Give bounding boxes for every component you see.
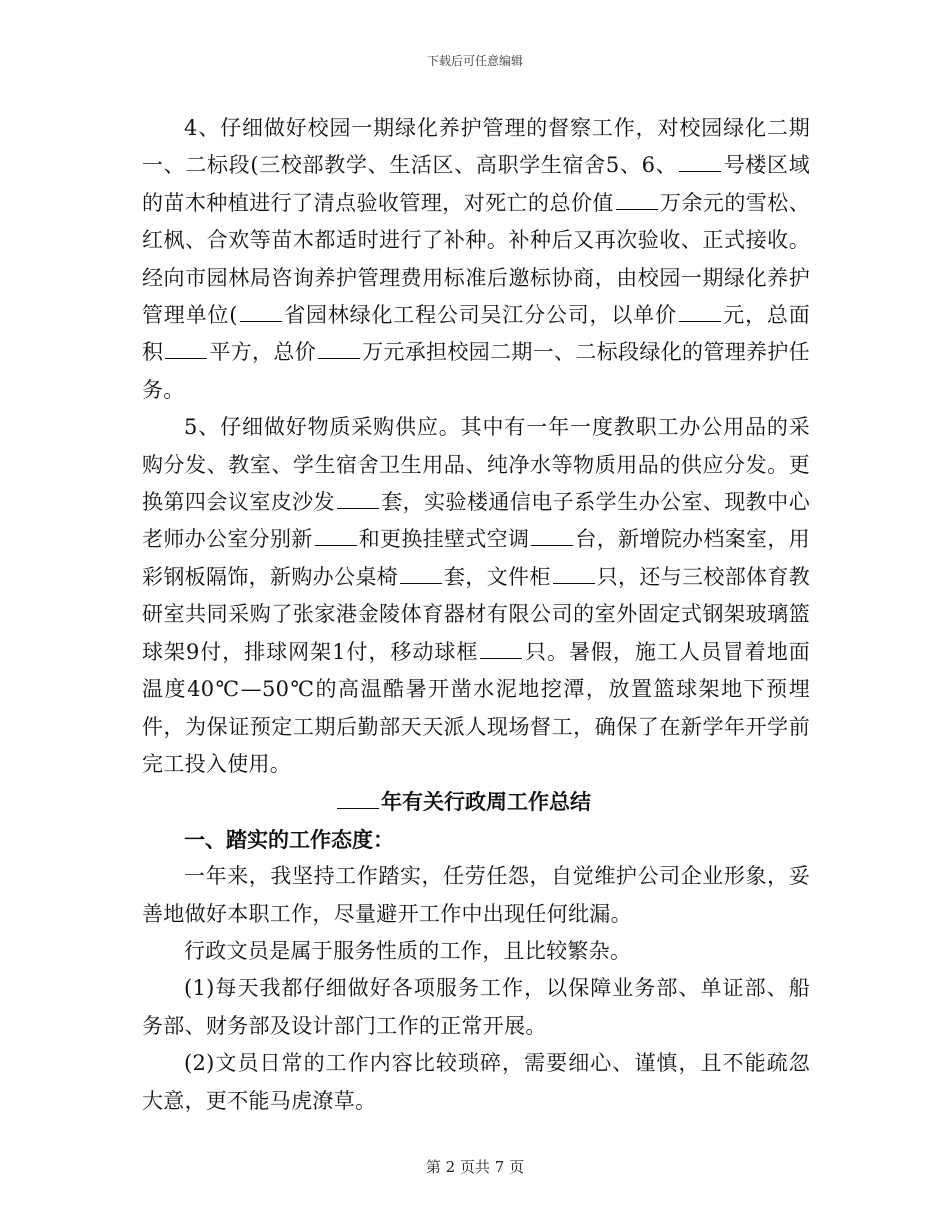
fill-blank xyxy=(553,582,595,584)
fill-blank xyxy=(679,170,721,172)
paragraph-work-attitude: 一年来，我坚持工作踏实，任劳任怨，自觉维护公司企业形象，妥善地做好本职工作，尽量避开工作中出现任何纰漏。 xyxy=(142,864,810,926)
fill-blank xyxy=(165,357,207,359)
fill-blank xyxy=(318,357,360,359)
paragraph-service-nature: 行政文员是属于服务性质的工作，且比较繁杂。 xyxy=(184,938,632,963)
document-body xyxy=(142,110,810,1120)
fill-blank xyxy=(337,807,379,809)
fill-blank xyxy=(337,507,379,509)
paragraph-list-2: (2)文员日常的工作内容比较琐碎，需要细心、谨慎，且不能疏忽大意，更不能马虎潦草。 xyxy=(142,1051,810,1113)
fill-blank xyxy=(480,657,522,659)
fill-blank xyxy=(400,582,442,584)
fill-blank xyxy=(240,320,282,322)
paragraph-item-5: 5、仔细做好物质采购供应。其中有一年一度教职工办公用品的采购分发、教室、学生宿舍卫生用品、纯净水等物质用品的供应分发。更换第四会议室皮沙发 套，实验楼通信电子系学生办公室、现教中心老师办公室分别新 和更换挂壁式空调 台，新增院办档案室，用彩钢板隔饰，新购办公桌椅 套，文件柜 只，还与三校部体育教研室共同采购了张家港金陵体育器材有限公司的室外固定式钢架玻璃篮球架9付，排球网架1付，移动球框 只。暑假，施工人员冒着地面温度40℃—50℃的高温酷暑开凿水泥地挖潭，放置篮球架地下预埋件，为保证预定工期后勤部天天派人现场督工，确保了在新学年开学前完工投入使用。 xyxy=(142,415,811,776)
fill-blank xyxy=(616,208,658,210)
section-heading-1: 一、踏实的工作态度： xyxy=(184,826,394,852)
page-footer: 第 2 页共 7 页 xyxy=(425,1158,525,1176)
fill-blank xyxy=(679,320,721,322)
section-title: 年有关行政周工作总结 xyxy=(142,783,810,820)
paragraph-list-1: (1)每天我都仔细做好各项服务工作，以保障业务部、单证部、船务部、财务部及设计部门工作的正常开展。 xyxy=(142,976,810,1038)
paragraph-item-4: 4、仔细做好校园一期绿化养护管理的督察工作，对校园绿化二期一、二标段(三校部教学、生活区、高职学生宿舍5、6、 号楼区域的苗木种植进行了清点验收管理，对死亡的总价值 万余元的雪松、红枫、合欢等苗木都适时进行了补种。补种后又再次验收、正式接收。经向市园林局咨询养护管理费用标准后邀标协商，由校园一期绿化养护管理单位( 省园林绿化工程公司吴江分公司，以单价 元，总面积 平方，总价 万元承担校园二期一、二标段绿化的管理养护任务。 xyxy=(142,116,811,402)
fill-blank xyxy=(315,544,357,546)
page-header: 下载后可任意编辑 xyxy=(426,54,523,68)
fill-blank xyxy=(531,544,573,546)
